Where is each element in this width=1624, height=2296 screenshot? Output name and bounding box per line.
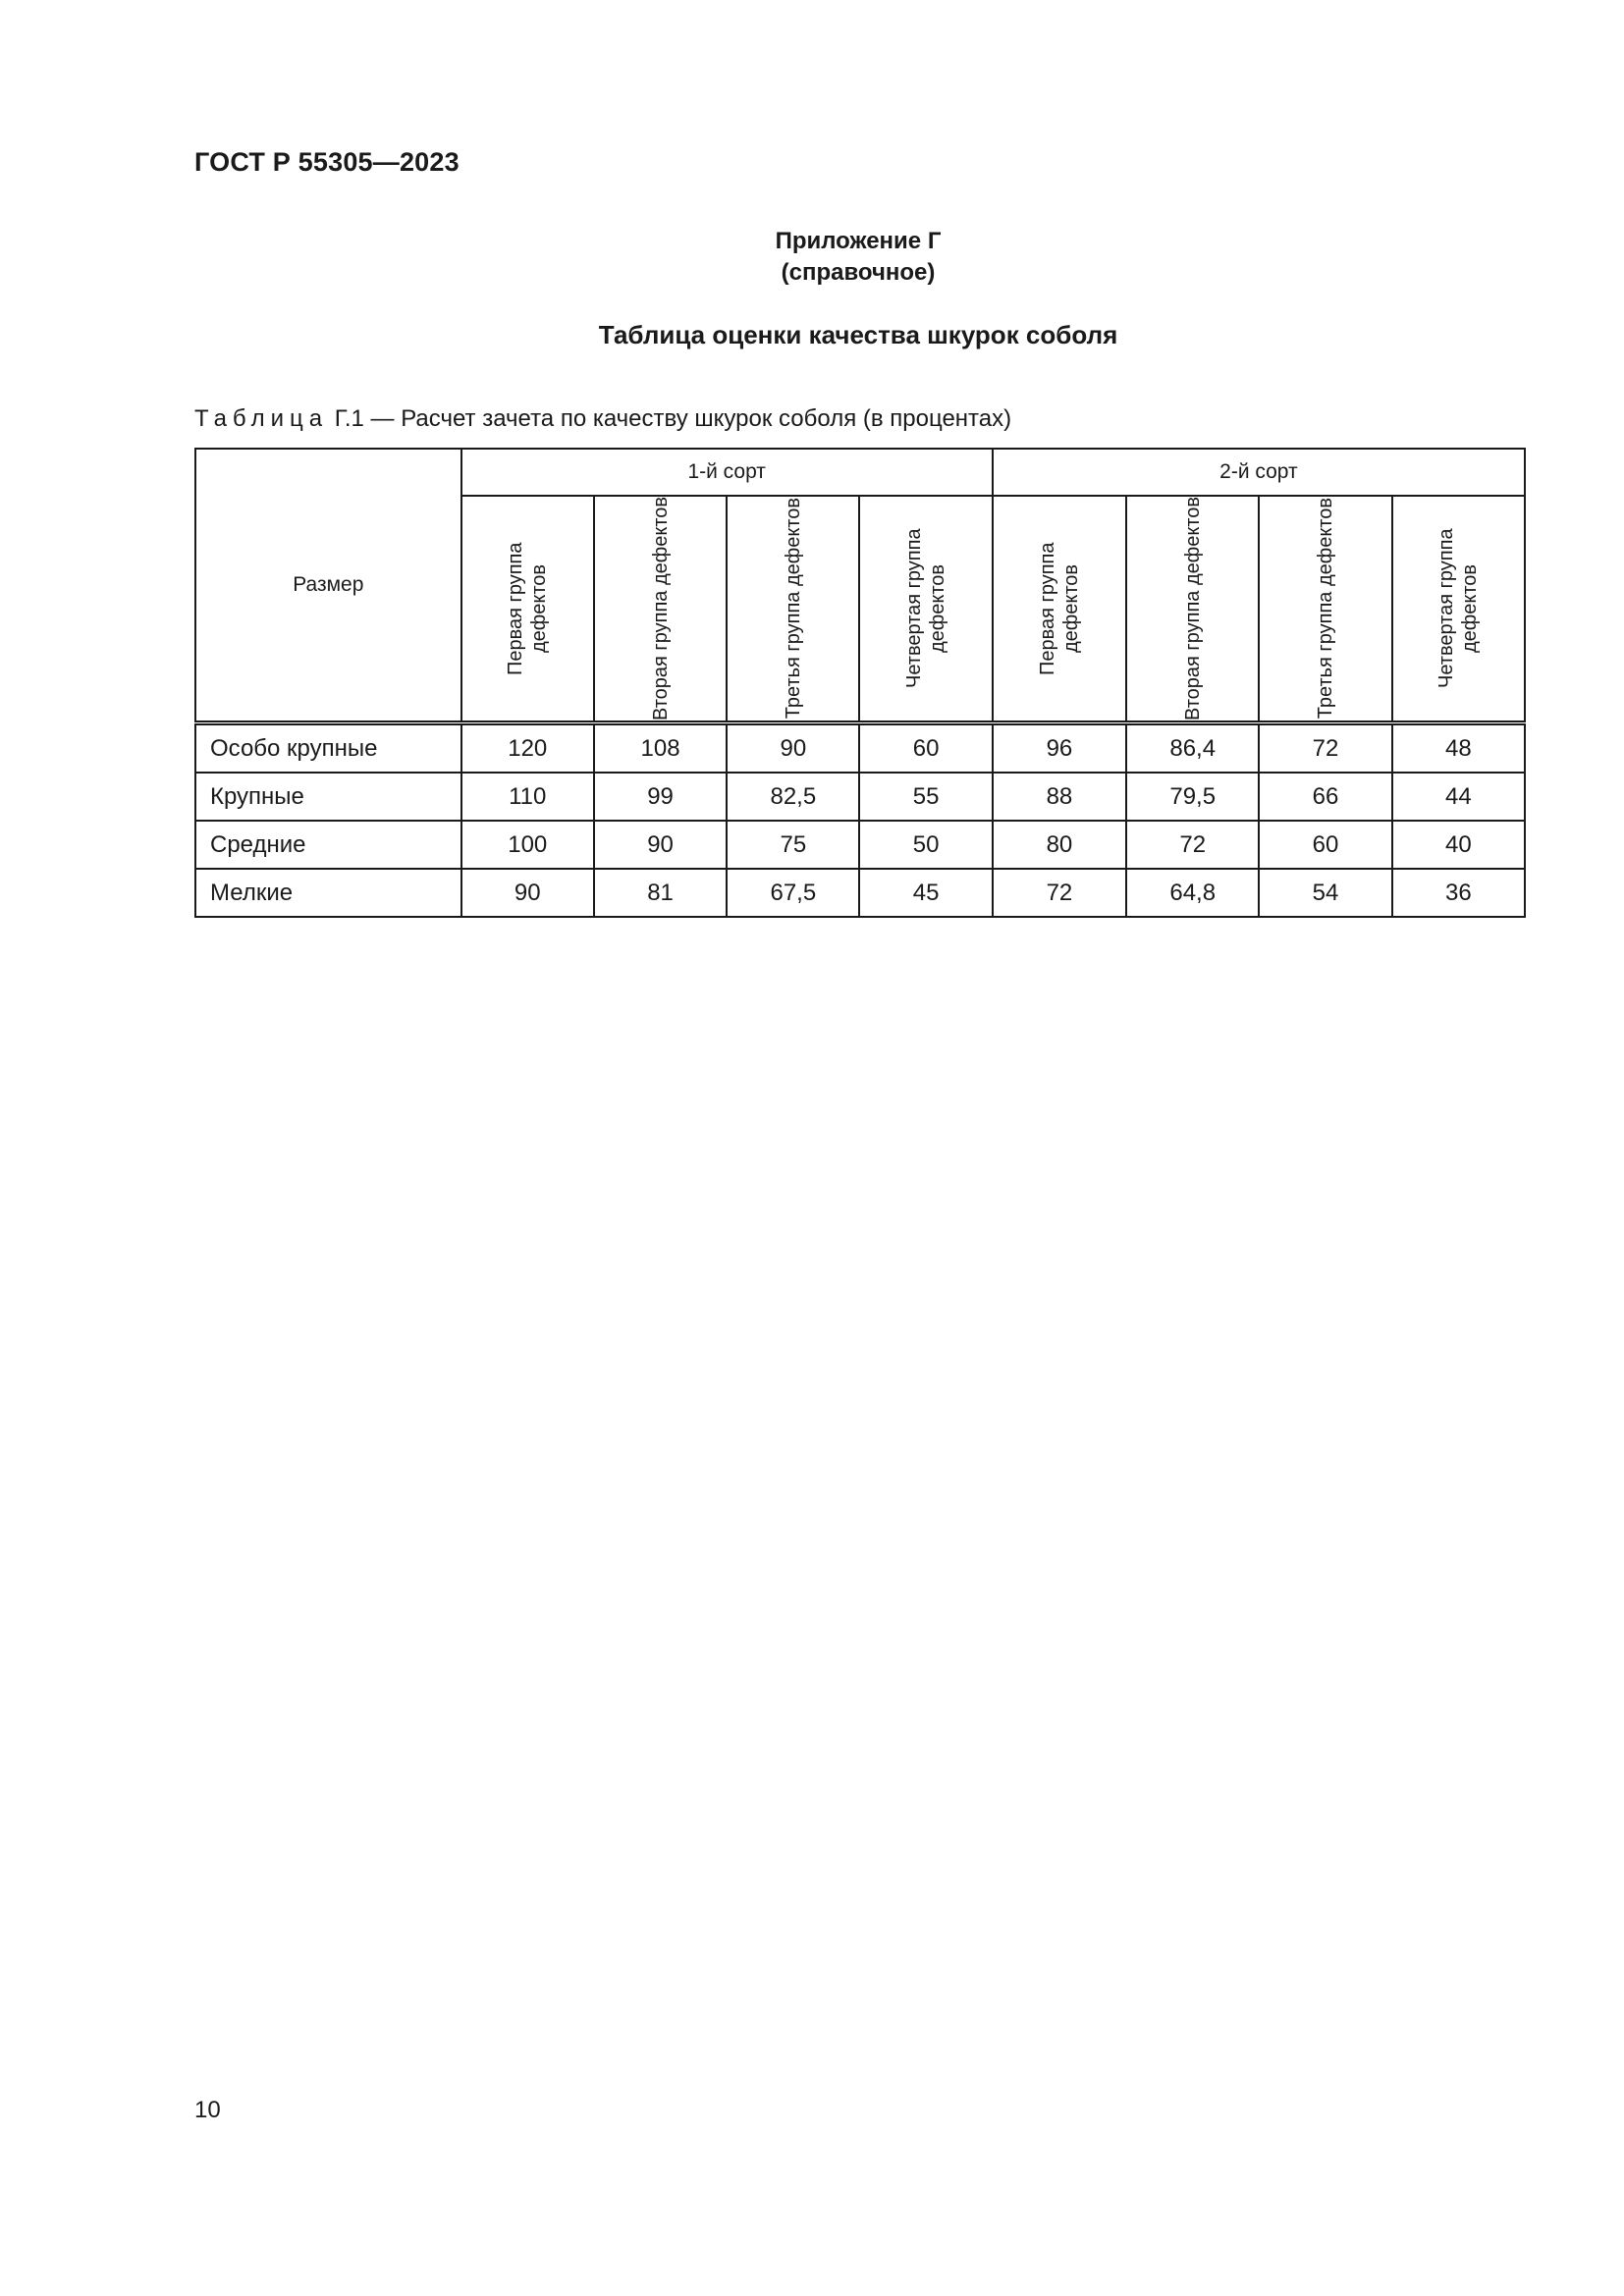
column-header xyxy=(727,496,859,723)
table-cell: 79,5 xyxy=(1126,773,1259,821)
table-row xyxy=(195,869,1525,917)
table-cell: 72 xyxy=(1259,723,1391,774)
table-cell: 100 xyxy=(461,821,594,869)
table-cell: 44 xyxy=(1392,773,1525,821)
appendix-title: Приложение Г xyxy=(775,228,942,254)
size-column-header: Размер xyxy=(195,449,461,723)
section-title: Таблица оценки качества шкурок соболя xyxy=(598,320,1118,349)
page-number: 10 xyxy=(194,2097,221,2123)
row-label: Крупные xyxy=(195,773,461,821)
table-cell: 72 xyxy=(993,869,1126,917)
table-cell: 108 xyxy=(594,723,727,774)
table-cell: 67,5 xyxy=(727,869,859,917)
grade-1-header: 1-й сорт xyxy=(461,449,993,496)
table-cell: 36 xyxy=(1392,869,1525,917)
column-header-text: Четвертая группа дефектов xyxy=(903,528,949,689)
table-cell: 48 xyxy=(1392,723,1525,774)
table-cell: 96 xyxy=(993,723,1126,774)
table-cell: 110 xyxy=(461,773,594,821)
column-header xyxy=(1259,496,1391,723)
table-cell: 90 xyxy=(727,723,859,774)
row-label: Средние xyxy=(195,821,461,869)
table-cell: 81 xyxy=(594,869,727,917)
table-cell: 64,8 xyxy=(1126,869,1259,917)
table-row xyxy=(195,773,1525,821)
column-header xyxy=(1126,496,1259,723)
table-cell: 90 xyxy=(594,821,727,869)
column-header-text: Третья группа дефектов xyxy=(782,498,804,720)
table-cell: 86,4 xyxy=(1126,723,1259,774)
table-cell: 120 xyxy=(461,723,594,774)
table-caption-text: Г.1 — Расчет зачета по качеству шкурок соболя (в процентах) xyxy=(328,405,1012,432)
table-cell: 99 xyxy=(594,773,727,821)
appendix-type: (справочное) xyxy=(781,259,936,286)
quality-table xyxy=(194,448,1526,918)
table-cell: 50 xyxy=(859,821,992,869)
column-header-text: Первая группа дефектов xyxy=(505,542,551,675)
row-label: Особо крупные xyxy=(195,723,461,774)
table-cell: 60 xyxy=(1259,821,1391,869)
column-header xyxy=(993,496,1126,723)
table-cell: 60 xyxy=(859,723,992,774)
document-code: ГОСТ Р 55305—2023 xyxy=(194,147,460,177)
table-cell: 82,5 xyxy=(727,773,859,821)
column-header-text: Четвертая группа дефектов xyxy=(1435,528,1482,689)
table-cell: 40 xyxy=(1392,821,1525,869)
column-header xyxy=(859,496,992,723)
table-cell: 45 xyxy=(859,869,992,917)
table-cell: 55 xyxy=(859,773,992,821)
table-row xyxy=(195,723,1525,774)
table-cell: 80 xyxy=(993,821,1126,869)
column-header xyxy=(594,496,727,723)
column-header-text: Третья группа дефектов xyxy=(1315,498,1337,720)
table-caption xyxy=(194,405,1011,433)
table-cell: 66 xyxy=(1259,773,1391,821)
column-header xyxy=(1392,496,1525,723)
table-cell: 72 xyxy=(1126,821,1259,869)
column-header-text: Первая группа дефектов xyxy=(1036,542,1082,675)
table-caption-prefix: Таблица xyxy=(194,405,329,432)
table-row xyxy=(195,821,1525,869)
table-cell: 90 xyxy=(461,869,594,917)
table-cell: 75 xyxy=(727,821,859,869)
column-header-text: Вторая группа дефектов xyxy=(649,497,672,721)
column-header-text: Вторая группа дефектов xyxy=(1181,497,1204,721)
row-label: Мелкие xyxy=(195,869,461,917)
table-cell: 88 xyxy=(993,773,1126,821)
grade-2-header: 2-й сорт xyxy=(993,449,1525,496)
table-cell: 54 xyxy=(1259,869,1391,917)
column-header xyxy=(461,496,594,723)
